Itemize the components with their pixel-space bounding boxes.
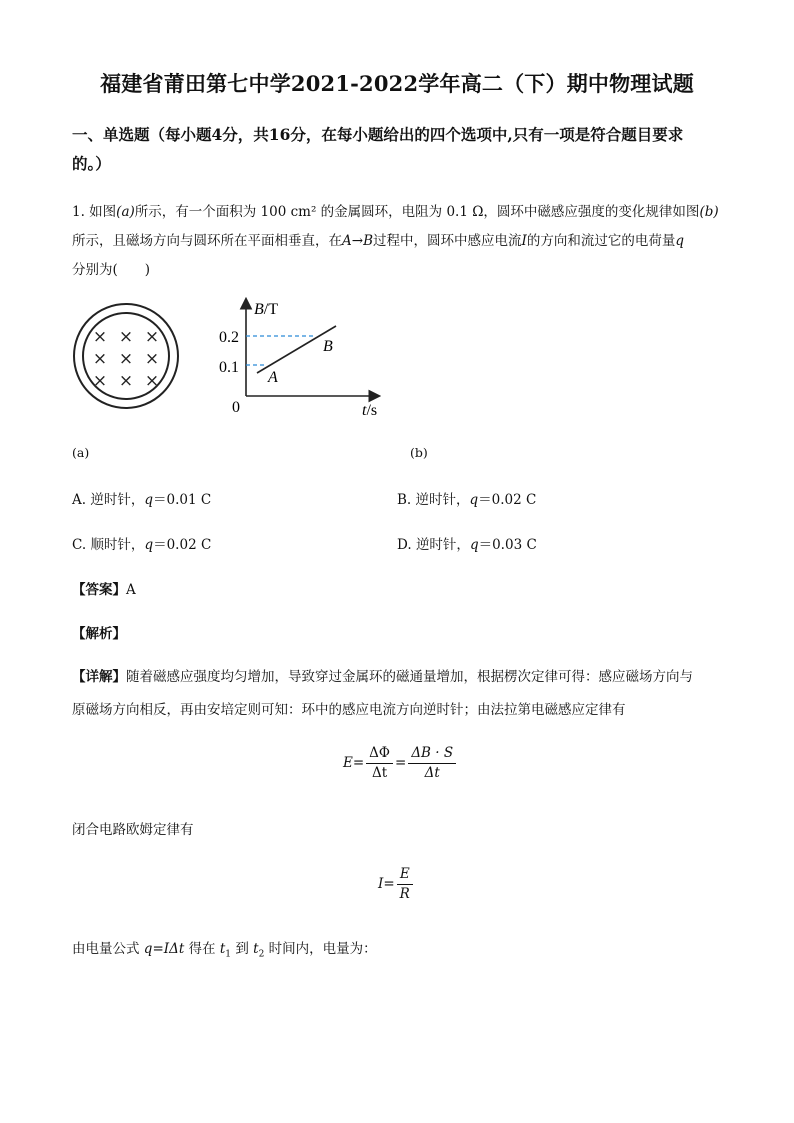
analysis-tag: 【解析】 xyxy=(72,626,126,642)
y-axis-label: B/T xyxy=(254,301,278,318)
figure-b-caption: (b) xyxy=(410,445,428,460)
option-b[interactable]: B. 逆时针，q＝0.02 C xyxy=(397,492,537,508)
answer-tag: 【答案】 xyxy=(72,582,126,598)
detail-line1: 【详解】随着磁感应强度均匀增加，导致穿过金属环的磁通量增加，根据楞次定律可得：感应磁场方向与 xyxy=(72,669,693,685)
q1-charge-symbol: q xyxy=(675,233,684,249)
detail-line2: 原磁场方向相反，再由安培定则可知：环中的感应电流方向逆时针；由法拉第电磁感应定律有 xyxy=(72,702,626,718)
ohm-law-text: 闭合电路欧姆定律有 xyxy=(72,822,194,838)
q1-arrow: → xyxy=(351,233,364,249)
answer-value: A xyxy=(126,582,136,598)
q1-fig-a-ref: (a) xyxy=(116,204,135,220)
question-1-line3: 分别为( ) xyxy=(72,262,151,278)
field-cross-symbol: × xyxy=(118,327,134,347)
figure-a-caption: (a) xyxy=(72,445,90,460)
q1-text-b: 所示，有一个面积为 100 cm² 的金属圆环，电阻为 0.1 Ω，圆环中磁感应强度的变化规律如图 xyxy=(134,204,700,220)
answer-line xyxy=(72,578,136,598)
question-1-line1 xyxy=(72,198,732,227)
q1-point-b: B xyxy=(363,233,373,249)
figure-b-graph xyxy=(212,292,392,420)
option-c[interactable]: C. 顺时针，q＝0.02 C xyxy=(72,537,212,553)
detail-tag: 【详解】 xyxy=(72,669,126,685)
page-title: 福建省莆田第七中学2021-2022学年高二（下）期中物理试题 xyxy=(100,71,694,96)
q1-text-d: 过程中，圆环中感应电流 xyxy=(372,233,522,249)
q1-current-symbol: I xyxy=(521,233,527,249)
field-cross-grid xyxy=(93,327,159,391)
question-1-stem xyxy=(72,198,732,285)
q1-fig-b-ref: (b) xyxy=(699,204,719,220)
equation-faraday: E= $\frac{\Delta\Phi}{\Delta t}$ = $\frac{\Delta B \cdot S}{\Delta t}$ xyxy=(343,745,458,782)
option-d[interactable]: D. 逆时针，q＝0.03 C xyxy=(397,537,537,553)
x-axis-label: t/s xyxy=(362,402,378,419)
field-cross-symbol: × xyxy=(118,371,134,391)
option-a[interactable]: A. 逆时针，q＝0.01 C xyxy=(72,492,212,508)
field-cross-symbol: × xyxy=(144,349,160,369)
point-b-label: B xyxy=(323,338,333,355)
section-heading xyxy=(72,120,732,178)
q1-text-a: 1. 如图 xyxy=(72,204,117,220)
field-cross-symbol: × xyxy=(144,327,160,347)
field-cross-symbol: × xyxy=(92,349,108,369)
point-a-label: A xyxy=(268,369,278,386)
detail-paragraph xyxy=(72,661,732,727)
tick-label-0.1: 0.1 xyxy=(219,359,239,376)
charge-formula-line: 由电量公式 q=IΔt 得在 $t_1$ 到 $t_2$ 时间内，电量为： xyxy=(72,941,377,960)
field-cross-symbol: × xyxy=(118,349,134,369)
section-heading-line1: 一、单选题（每小题4分，共16分，在每小题给出的四个选项中,只有一项是符合题目要求 xyxy=(72,125,684,144)
field-cross-symbol: × xyxy=(92,371,108,391)
tick-label-0.2: 0.2 xyxy=(219,329,239,346)
field-cross-symbol: × xyxy=(144,371,160,391)
q1-text-c: 所示，且磁场方向与圆环所在平面相垂直，在 xyxy=(72,233,342,249)
origin-label: 0 xyxy=(232,399,240,416)
equation-ohm: I= $\frac{E}{R}$ xyxy=(378,866,415,903)
figure-a-ring xyxy=(70,300,182,412)
question-1-line2 xyxy=(72,227,732,256)
q1-point-a: A xyxy=(342,233,352,249)
section-heading-line2: 的。） xyxy=(72,154,111,173)
field-cross-symbol: × xyxy=(92,327,108,347)
q1-text-e: 的方向和流过它的电荷量 xyxy=(526,233,676,249)
